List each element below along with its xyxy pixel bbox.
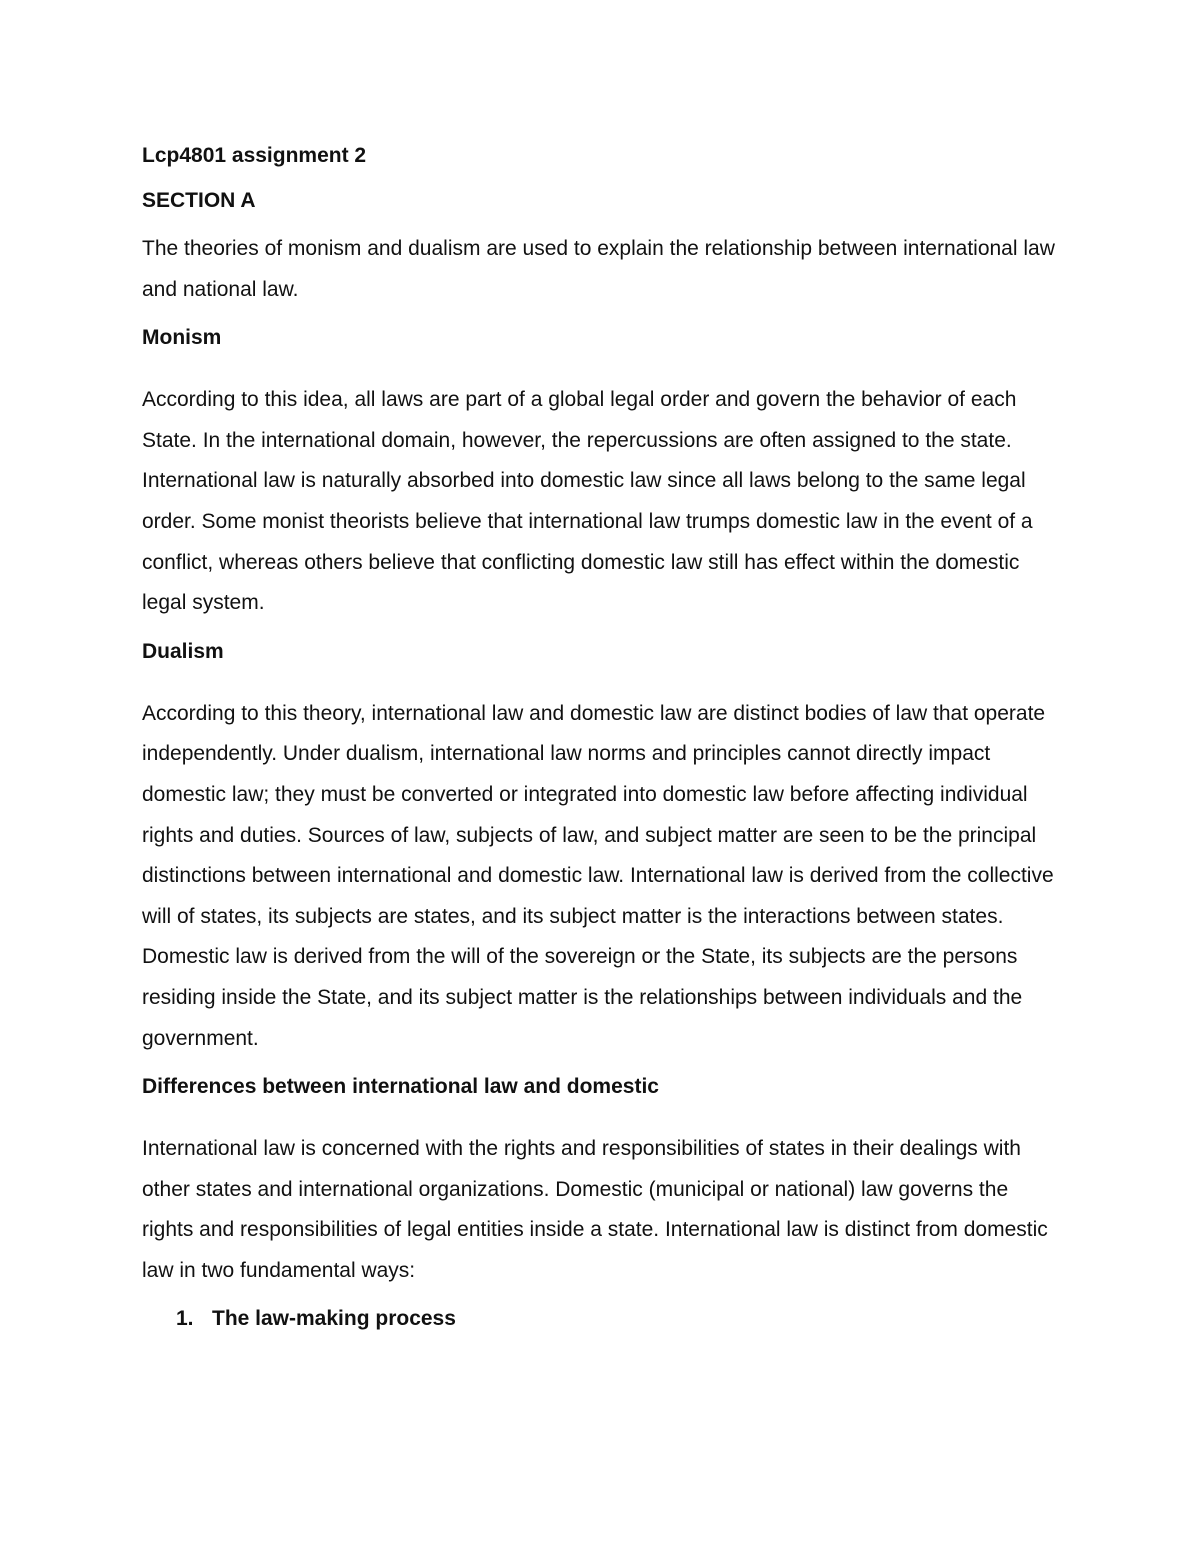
list-item-number: 1.	[176, 1307, 194, 1331]
differences-paragraph: International law is concerned with the rights and responsibilities of states in their dealings with other states and international organizations. Domestic (municipal or national) law governs the rights and responsibilities of legal entities inside a state. International law is distinct from domestic law in two fundamental ways:	[142, 1137, 1048, 1282]
section-label: SECTION A	[142, 189, 256, 212]
document-body	[142, 142, 1062, 1333]
numbered-list	[142, 1305, 1062, 1333]
monism-paragraph: According to this idea, all laws are part of a global legal order and govern the behavior of each State. In the international domain, however, the repercussions are often assigned to the state. International law is naturally absorbed into domestic law since all laws belong to the same legal order. Some monist theorists believe that international law trumps domestic law in the event of a conflict, whereas others believe that conflicting domestic law still has effect within the domestic legal system.	[142, 388, 1033, 615]
list-item	[176, 1305, 1062, 1333]
monism-heading: Monism	[142, 326, 222, 350]
list-item-text: The law-making process	[212, 1307, 456, 1331]
intro-paragraph: The theories of monism and dualism are used to explain the relationship between international law and national law.	[142, 237, 1055, 301]
dualism-heading: Dualism	[142, 639, 224, 663]
dualism-paragraph: According to this theory, international law and domestic law are distinct bodies of law that operate independently. Under dualism, international law norms and principles cannot directly impact domestic law; they must be converted or integrated into domestic law before affecting individual rights and duties. Sources of law, subjects of law, and subject matter are seen to be the principal distinctions between international and domestic law. International law is derived from the collective will of states, its subjects are states, and its subject matter is the interactions between states. Domestic law is derived from the will of the sovereign or the State, its subjects are the persons residing inside the State, and its subject matter is the relationships between individuals and the government.	[142, 701, 1054, 1050]
differences-heading: Differences between international law and domestic	[142, 1075, 659, 1099]
document-title: Lcp4801 assignment 2	[142, 144, 367, 167]
